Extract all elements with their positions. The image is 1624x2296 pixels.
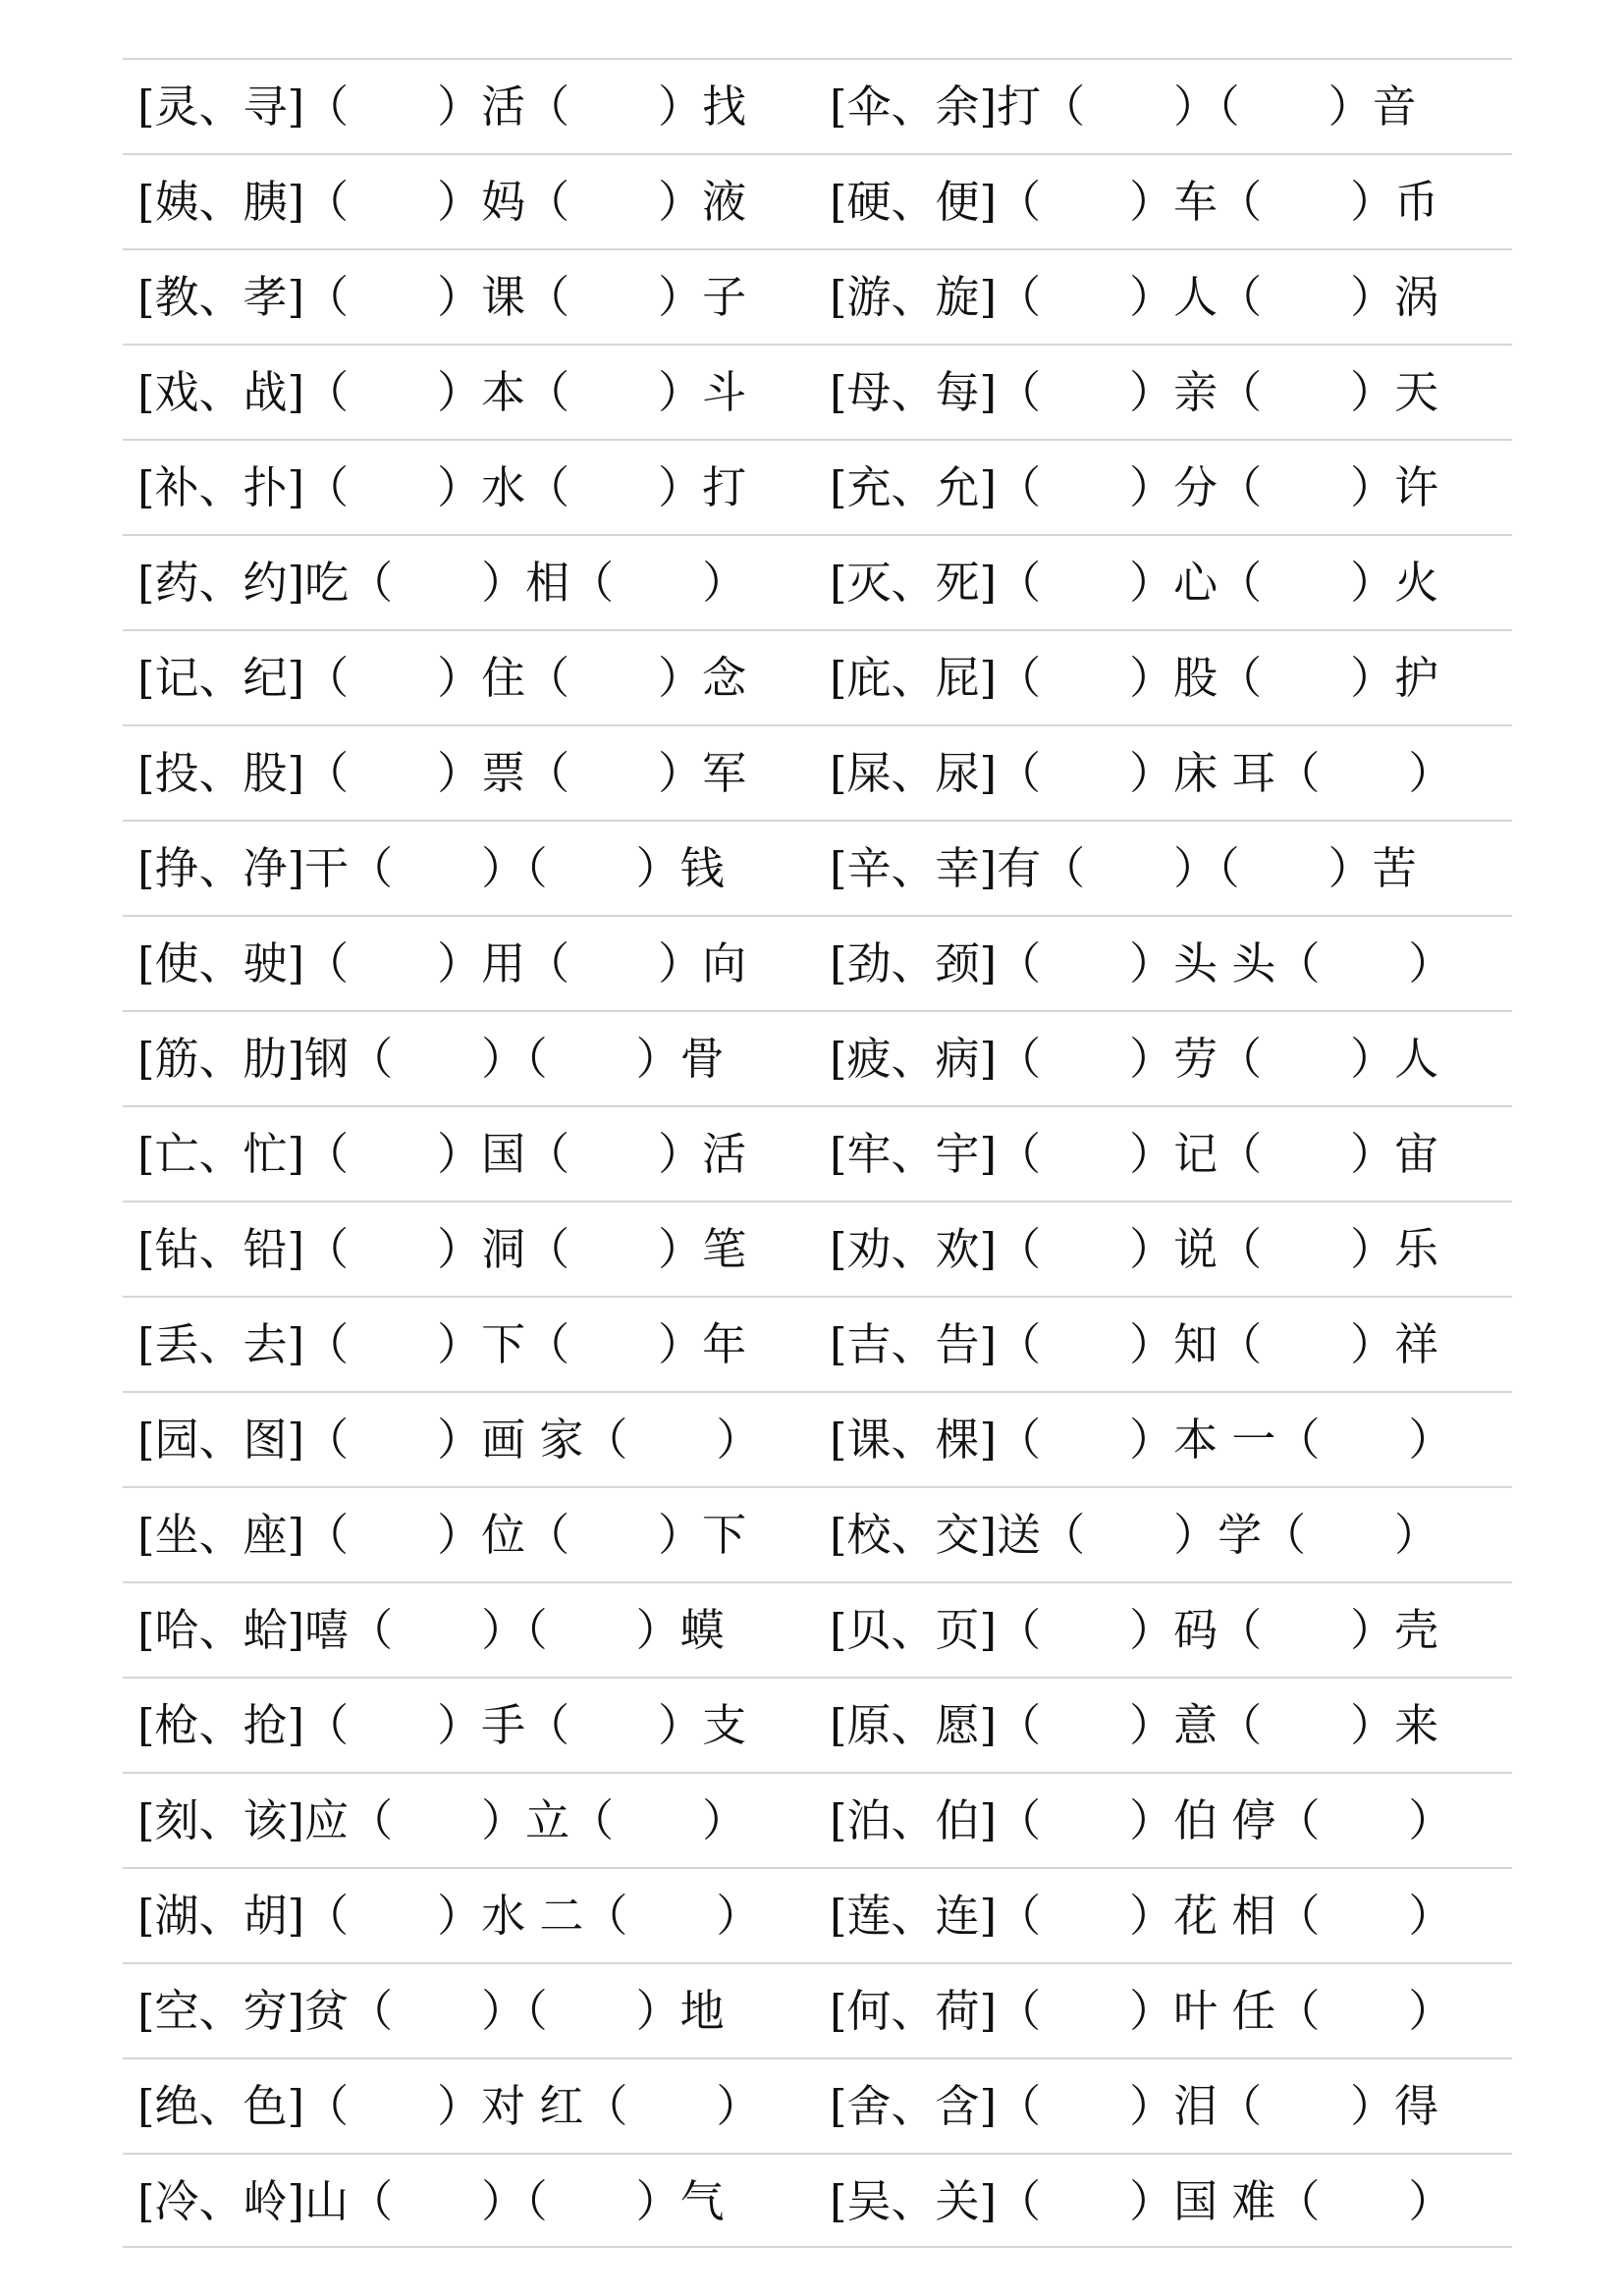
worksheet-row	[123, 820, 1512, 915]
exercise-right: [游、旋]（ ）人（ ）涡	[830, 271, 1439, 323]
exercise-left: [冷、岭]山（ ）（ ）气	[137, 2175, 725, 2227]
exercise-right: [庇、屁]（ ）股（ ）护	[830, 652, 1439, 704]
exercise-right: [灭、死]（ ）心（ ）火	[830, 557, 1439, 609]
exercise-right: [贝、页]（ ）码（ ）壳	[830, 1604, 1439, 1656]
exercise-right: [莲、连]（ ）花 相（ ）	[830, 1890, 1453, 1942]
exercise-left: [坐、座]（ ）位（ ）下	[137, 1509, 747, 1561]
exercise-right: [校、交]送（ ）学（ ）	[830, 1509, 1439, 1561]
exercise-right: [何、荷]（ ）叶 任（ ）	[830, 1985, 1453, 2037]
exercise-right: [疲、病]（ ）劳（ ）人	[830, 1033, 1439, 1085]
exercise-left: [刻、该]应（ ）立（ ）	[137, 1794, 747, 1846]
worksheet-row	[123, 1105, 1512, 1201]
exercise-left: [戏、战]（ ）本（ ）斗	[137, 366, 747, 418]
worksheet-row	[123, 629, 1512, 724]
exercise-left: [投、股]（ ）票（ ）军	[137, 747, 747, 799]
exercise-right: [劝、欢]（ ）说（ ）乐	[830, 1223, 1439, 1275]
exercise-left: [教、孝]（ ）课（ ）子	[137, 271, 747, 323]
worksheet-row	[123, 248, 1512, 344]
worksheet-row	[123, 534, 1512, 629]
worksheet-row	[123, 2057, 1512, 2153]
exercise-left: [空、穷]贫（ ）（ ）地	[137, 1985, 725, 2037]
exercise-right: [屎、尿]（ ）床 耳（ ）	[830, 747, 1453, 799]
exercise-right: [吴、关]（ ）国 难（ ）	[830, 2175, 1453, 2227]
exercise-right: [课、棵]（ ）本 一（ ）	[830, 1414, 1453, 1466]
worksheet-row	[123, 724, 1512, 820]
worksheet-row	[123, 1772, 1512, 1867]
exercise-right: [原、愿]（ ）意（ ）来	[830, 1699, 1439, 1751]
exercise-left: [记、纪]（ ）住（ ）念	[137, 652, 747, 704]
exercise-right: [吉、告]（ ）知（ ）祥	[830, 1318, 1439, 1370]
exercise-right: [牢、宇]（ ）记（ ）宙	[830, 1128, 1439, 1180]
worksheet-row	[123, 1201, 1512, 1296]
exercise-left: [姨、胰]（ ）妈（ ）液	[137, 176, 747, 228]
worksheet-row	[123, 1010, 1512, 1105]
worksheet-row	[123, 915, 1512, 1010]
worksheet-row	[123, 1867, 1512, 1962]
exercise-left: [哈、蛤]嘻（ ）（ ）蟆	[137, 1604, 725, 1656]
exercise-left: [枪、抢]（ ）手（ ）支	[137, 1699, 747, 1751]
exercise-right: [辛、幸]有（ ）（ ）苦	[830, 842, 1417, 894]
exercise-right: [劲、颈]（ ）头 头（ ）	[830, 937, 1453, 989]
worksheet-row	[123, 1962, 1512, 2057]
worksheet-row	[123, 1296, 1512, 1391]
exercise-left: [挣、净]干（ ）（ ）钱	[137, 842, 725, 894]
exercise-left: [钻、铅]（ ）洞（ ）笔	[137, 1223, 747, 1275]
worksheet-table	[123, 58, 1512, 2248]
exercise-left: [绝、色]（ ）对 红（ ）	[137, 2080, 761, 2132]
exercise-left: [丢、去]（ ）下（ ）年	[137, 1318, 747, 1370]
exercise-left: [园、图]（ ）画 家（ ）	[137, 1414, 761, 1466]
worksheet-row	[123, 1677, 1512, 1772]
exercise-left: [湖、胡]（ ）水 二（ ）	[137, 1890, 761, 1942]
exercise-left: [灵、寻]（ ）活（ ）找	[137, 80, 747, 133]
exercise-left: [亡、忙]（ ）国（ ）活	[137, 1128, 747, 1180]
worksheet-row	[123, 1581, 1512, 1677]
exercise-right: [母、每]（ ）亲（ ）天	[830, 366, 1439, 418]
exercise-right: [充、允]（ ）分（ ）许	[830, 461, 1439, 513]
exercise-left: [筋、肋]钢（ ）（ ）骨	[137, 1033, 725, 1085]
worksheet-row	[123, 344, 1512, 439]
worksheet-row	[123, 1486, 1512, 1581]
exercise-left: [补、扑]（ ）水（ ）打	[137, 461, 747, 513]
worksheet-row	[123, 153, 1512, 248]
exercise-left: [使、驶]（ ）用（ ）向	[137, 937, 747, 989]
worksheet-row	[123, 2153, 1512, 2248]
exercise-right: [舍、含]（ ）泪（ ）得	[830, 2080, 1439, 2132]
worksheet-row	[123, 439, 1512, 534]
exercise-right: [伞、余]打（ ）（ ）音	[830, 80, 1417, 133]
exercise-left: [药、约]吃（ ）相（ ）	[137, 557, 747, 609]
exercise-right: [硬、便]（ ）车（ ）币	[830, 176, 1439, 228]
worksheet-row	[123, 58, 1512, 153]
exercise-right: [泊、伯]（ ）伯 停（ ）	[830, 1794, 1453, 1846]
worksheet-row	[123, 1391, 1512, 1486]
